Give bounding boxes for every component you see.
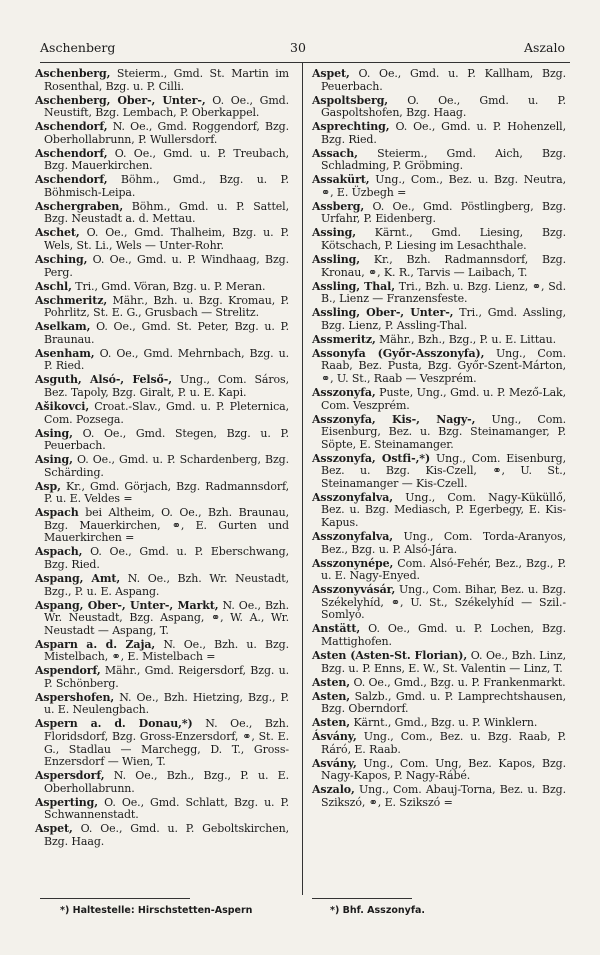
header-rule [40, 62, 570, 63]
directory-entry [312, 348, 566, 386]
entry-place-name: Ašikovci, [35, 399, 90, 413]
entry-details: O. Oe., Gmd. St. Peter, Bzg. u. P. Braunau. [44, 320, 289, 346]
directory-entry [35, 148, 289, 173]
entry-details: O. Oe., Gmd. Schlatt, Bzg. u. P. Schwannenstadt. [44, 795, 289, 822]
directory-entry [312, 201, 566, 226]
entry-details: N. Oe., Bzh. Wr. Neustadt, Bzg., P. u. E. Aspang. [44, 571, 289, 598]
directory-entry [35, 227, 289, 252]
entry-details: Ung., Com. Torda-Aranyos, Bez., Bzg. u. P. Alsó-Jára. [321, 530, 566, 556]
entry-details: Ung., Com. Abauj-Torna, Bez. u. Bzg. Szikszó, ⚭, E. Szikszó = [321, 783, 566, 809]
entry-details: N. Oe., Bzh., Bzg., P. u. E. Oberhollabrunn. [44, 769, 289, 795]
directory-entry [35, 823, 289, 848]
entry-details: Ung., Com. Sáros, Bez. Tapoly, Bzg. Giralt, P. u. E. Kapi. [44, 373, 290, 399]
entry-details: Kärnt., Gmd. Liesing, Bzg. Kötschach, P. Liesing im Lesachthale. [321, 226, 566, 253]
directory-entry [35, 573, 289, 598]
entry-place-name: Asten, [312, 675, 351, 689]
entry-place-name: Asszonyfa, [312, 385, 376, 399]
entry-details: N. Oe., Bzh. Hietzing, Bzg., P. u. E. Neulengbach. [44, 690, 289, 717]
directory-entry [35, 401, 289, 426]
entry-details: Böhm., Gmd. u. P. Sattel, Bzg. Neustadt a. d. Mettau. [44, 199, 289, 226]
directory-entry [35, 770, 289, 795]
page-header [40, 40, 565, 58]
entry-place-name: Aspach [35, 506, 79, 520]
entry-place-name: Aschendorf, [35, 173, 108, 187]
directory-entry [35, 507, 289, 545]
directory-entry [312, 623, 566, 648]
directory-entry [312, 174, 566, 199]
directory-entry [35, 201, 289, 226]
entry-details: O. Oe., Gmd. u. P. Lochen, Bzg. Mattighofen. [321, 622, 566, 648]
entry-details: Steierm., Gmd. St. Martin im Rosenthal, Bzg. u. P. Cilli. [44, 67, 289, 93]
entry-details: O. Oe., Gmd. u. P. Schardenberg, Bzg. Schärding. [44, 453, 289, 479]
entry-details: Böhm., Gmd., Bzg. u. P. Böhmisch-Leipa. [44, 173, 289, 199]
directory-entry [35, 374, 289, 399]
entry-place-name: Asprechting, [312, 120, 390, 134]
directory-entry [312, 68, 566, 93]
entry-details: N. Oe., Bzh. u. Bzg. Mistelbach, ⚭, E. Mistelbach = [44, 637, 290, 664]
directory-entry [312, 227, 566, 252]
directory-entry [312, 531, 566, 556]
entry-details: Croat.-Slav., Gmd. u. P. Pleternica, Com. Pozsega. [44, 399, 289, 426]
footnote-rule-right [312, 898, 412, 899]
entry-place-name: Asperting, [35, 795, 98, 809]
entry-details: O. Oe., Gmd. Thalheim, Bzg. u. P. Wels, St. Li., Wels — Unter-Rohr. [44, 226, 289, 253]
directory-entry [312, 677, 566, 690]
directory-entry [312, 334, 566, 347]
entry-place-name: Asszonyfa, Kis-, Nagy-, [312, 412, 476, 426]
directory-entry [312, 731, 566, 756]
directory-entry [35, 639, 289, 664]
entry-place-name: Asten, [312, 716, 351, 730]
entry-place-name: Aschendorf, [35, 120, 108, 134]
entry-place-name: Asing, [35, 426, 73, 440]
right-column [312, 68, 566, 811]
entry-place-name: Assling, Thal, [312, 279, 395, 293]
entry-place-name: Assberg, [312, 199, 365, 213]
entry-details: O. Oe., Gmd. Stegen, Bzg. u. P. Peuerbach. [44, 426, 289, 453]
directory-entry [35, 600, 289, 638]
entry-details: Steierm., Gmd. Aich, Bzg. Schladming, P. Gröbming. [321, 146, 566, 173]
entry-place-name: Asten, [312, 689, 351, 703]
directory-entry [35, 692, 289, 717]
directory-entry [312, 414, 566, 452]
entry-details: O. Oe., Gmd. Mehrnbach, Bzg. u. P. Ried. [44, 346, 289, 373]
entry-details: Kärnt., Gmd., Bzg. u. P. Winklern. [350, 716, 538, 730]
entry-details: Tri., Gmd. Vöran, Bzg. u. P. Meran. [71, 279, 266, 293]
entry-details: N. Oe., Bzh. Floridsdorf, Bzg. Gross-Enzersdorf, ⚭, St. E. G., Stadlau — Marchegg, D. T., Gross-Enzersdorf — Wien, T. [44, 717, 289, 769]
footnote-left: *) Haltestelle: Hirschstetten-Aspern [60, 905, 253, 916]
entry-details: O. Oe., Gmd. u. P. Gaspoltshofen, Bzg. Haag. [321, 93, 566, 120]
directory-entry [312, 558, 566, 583]
directory-entry [35, 665, 289, 690]
directory-entry [35, 68, 289, 93]
directory-entry [312, 691, 566, 716]
entry-place-name: Asing, [35, 453, 73, 467]
entry-place-name: Aspern a. d. Donau,*) [35, 717, 193, 731]
footnote-right: *) Bhf. Asszonyfa. [330, 905, 425, 916]
entry-details: Kr., Bzh. Radmannsdorf, Bzg. Kronau, ⚭, K. R., Tarvis — Laibach, T. [321, 253, 566, 279]
entry-details: Ung., Com. Eisenburg, Bez. u. Bzg. Kis-Czell, ⚭, U. St., Steinamanger — Kis-Czell. [321, 451, 566, 490]
column-divider [302, 63, 303, 895]
entry-place-name: Aschmeritz, [35, 293, 108, 307]
footnote-rule-left [40, 898, 190, 899]
entry-place-name: Aspet, [35, 822, 73, 836]
directory-entry [35, 281, 289, 294]
entry-details: Mähr., Bzh., Bzg., P. u. E. Littau. [375, 332, 556, 346]
directory-entry [312, 650, 566, 675]
directory-entry [35, 718, 289, 768]
directory-entry [35, 428, 289, 453]
entry-details: O. Oe., Bzh. Linz, Bzg. u. P. Enns, E. W., St. Valentin — Linz, T. [321, 648, 566, 675]
directory-entry [35, 95, 289, 120]
entry-place-name: Asching, [35, 253, 88, 267]
directory-entry [35, 546, 289, 571]
directory-entry [35, 121, 289, 146]
entry-place-name: Aspendorf, [35, 664, 101, 678]
entry-place-name: Assonyfa (Győr-Asszonyfa), [312, 346, 485, 360]
entry-details: Tri., Bzh. u. Bzg. Lienz, ⚭, Sd. B., Lienz — Franzensfeste. [321, 279, 566, 306]
header-right-keyword: Aszalo [523, 40, 565, 55]
entry-place-name: Asp, [35, 479, 61, 493]
entry-details: Tri., Gmd. Assling, Bzg. Lienz, P. Assling-Thal. [321, 306, 566, 332]
directory-entry [312, 584, 566, 622]
directory-entry [312, 758, 566, 783]
entry-details: Kr., Gmd. Görjach, Bzg. Radmannsdorf, P. u. E. Veldes = [44, 479, 289, 506]
entry-details: Ung., Com. Eisenburg, Bez. u. Bzg. Steinamanger, P. Söpte, E. Steinamanger. [321, 412, 566, 451]
entry-place-name: Aspoltsberg, [312, 93, 389, 107]
entry-place-name: Ásvány, [312, 730, 357, 744]
directory-entry [312, 281, 566, 306]
entry-place-name: Asparn a. d. Zaja, [35, 637, 156, 651]
entry-place-name: Aschenberg, Ober-, Unter-, [35, 93, 206, 107]
directory-entry [312, 307, 566, 332]
directory-entry [312, 453, 566, 491]
entry-place-name: Asszonyvásár, [312, 583, 396, 597]
entry-place-name: Asszonyfalva, [312, 490, 393, 504]
entry-place-name: Aschergraben, [35, 199, 124, 213]
directory-entry [35, 321, 289, 346]
entry-place-name: Aspersdorf, [35, 769, 105, 783]
entry-place-name: Asvány, [312, 756, 357, 770]
entry-place-name: Aspet, [312, 67, 350, 80]
entry-details: N. Oe., Gmd. Roggendorf, Bzg. Oberhollabrunn, P. Wullersdorf. [44, 120, 289, 146]
entry-details: Mähr., Bzh. u. Bzg. Kromau, P. Pohrlitz, St. E. G., Grusbach — Strelitz. [44, 293, 289, 320]
entry-place-name: Anstätt, [312, 622, 361, 636]
entry-details: O. Oe., Gmd. u. P. Eberschwang, Bzg. Ried. [44, 545, 289, 571]
entry-details: O. Oe., Gmd. u. P. Kallham, Bzg. Peuerbach. [321, 67, 566, 93]
entry-place-name: Aselkam, [35, 320, 91, 334]
entry-place-name: Aschet, [35, 226, 80, 240]
entry-place-name: Aspang, Ober-, Unter-, Markt, [35, 598, 219, 612]
directory-entry [35, 454, 289, 479]
entry-details: O. Oe., Gmd. u. P. Windhaag, Bzg. Perg. [44, 253, 289, 279]
directory-entry [35, 797, 289, 822]
entry-details: Salzb., Gmd. u. P. Lamprechtshausen, Bzg. Oberndorf. [321, 689, 566, 716]
entry-place-name: Asenham, [35, 346, 95, 360]
entry-details: O. Oe., Gmd. Neustift, Bzg. Lembach, P. Oberkappel. [44, 93, 289, 120]
directory-entry [312, 387, 566, 412]
directory-entry [35, 174, 289, 199]
entry-details: O. Oe., Gmd. Pöstlingberg, Bzg. Urfahr, P. Eidenberg. [321, 199, 566, 226]
directory-entry [312, 254, 566, 279]
entry-place-name: Assling, Ober-, Unter-, [312, 306, 454, 320]
directory-entry [312, 492, 566, 530]
entry-details: Puste, Ung., Gmd. u. P. Mező-Lak, Com. Veszprém. [321, 385, 566, 412]
directory-entry [312, 95, 566, 120]
entry-place-name: Asszonyfalva, [312, 530, 393, 544]
entry-details: Ung., Com. Ung, Bez. Kapos, Bzg. Nagy-Kapos, P. Nagy-Rábé. [321, 756, 566, 783]
entry-details: O. Oe., Gmd., Bzg. u. P. Frankenmarkt. [350, 675, 566, 689]
entry-details: O. Oe., Gmd. u. P. Hohenzell, Bzg. Ried. [321, 120, 566, 146]
entry-place-name: Assmeritz, [312, 332, 376, 346]
entry-place-name: Aschenberg, [35, 67, 111, 80]
entry-place-name: Assakürt, [312, 173, 370, 187]
entry-details: Ung., Com., Bez. u. Bzg. Raab, P. Rárό, E. Raab. [321, 730, 566, 756]
directory-entry [35, 254, 289, 279]
entry-place-name: Aspach, [35, 545, 83, 559]
entry-details: O. Oe., Gmd. u. P. Treubach, Bzg. Mauerkirchen. [44, 146, 289, 173]
directory-entry [312, 148, 566, 173]
entry-details: bei Altheim, O. Oe., Bzh. Braunau, Bzg. Mauerkirchen, ⚭, E. Gurten und Mauerkirchen = [44, 506, 289, 545]
entry-place-name: Aspershofen, [35, 690, 115, 704]
entry-place-name: Aschl, [35, 279, 72, 293]
directory-entry [35, 348, 289, 373]
entry-details: N. Oe., Bzh. Wr. Neustadt, Bzg. Aspang, ⚭, W. A., Wr. Neustadt — Aspang, T. [44, 598, 290, 637]
page-number: 30 [290, 40, 306, 55]
directory-entry [312, 717, 566, 730]
entry-details: Mähr., Gmd. Reigersdorf, Bzg. u. P. Schönberg. [44, 664, 289, 690]
directory-entry [35, 481, 289, 506]
entry-place-name: Asten (Asten-St. Florian), [312, 648, 468, 662]
entry-place-name: Assing, [312, 226, 356, 240]
entry-place-name: Aszalo, [312, 783, 355, 797]
directory-entry [312, 784, 566, 809]
entry-place-name: Asszonyfa, Ostfi-,*) [312, 451, 431, 465]
entry-place-name: Aschendorf, [35, 146, 108, 160]
entry-details: Ung., Com. Nagy-Küküllő, Bez. u. Bzg. Mediasch, P. Egerbegy, E. Kis-Kapus. [321, 490, 566, 530]
entry-details: Ung., Com., Bez. u. Bzg. Neutra, ⚭, E. Üzbegh = [321, 173, 566, 199]
entry-place-name: Assling, [312, 253, 360, 267]
entry-details: Ung., Com. Bihar, Bez. u. Bzg. Székelyhíd, ⚭, U. St., Székelyhíd — Szil.-Somlyó. [321, 583, 566, 622]
entry-details: O. Oe., Gmd. u. P. Geboltskirchen, Bzg. Haag. [44, 822, 289, 848]
entry-details: Ung., Com. Raab, Bez. Pusta, Bzg. Győr-Szent-Márton, ⚭, U. St., Raab — Veszprém. [321, 346, 566, 385]
directory-entry [312, 121, 566, 146]
entry-details: Com. Alsó-Fehér, Bez., Bzg., P. u. E. Nagy-Enyed. [321, 556, 566, 583]
directory-entry [35, 295, 289, 320]
entry-place-name: Assach, [312, 146, 358, 160]
header-left-keyword: Aschenberg [40, 40, 116, 55]
entry-place-name: Asszonynépe, [312, 556, 394, 570]
left-column [35, 68, 289, 850]
entry-place-name: Asguth, Alsó-, Felső-, [35, 373, 172, 387]
entry-place-name: Aspang, Amt, [35, 571, 121, 585]
